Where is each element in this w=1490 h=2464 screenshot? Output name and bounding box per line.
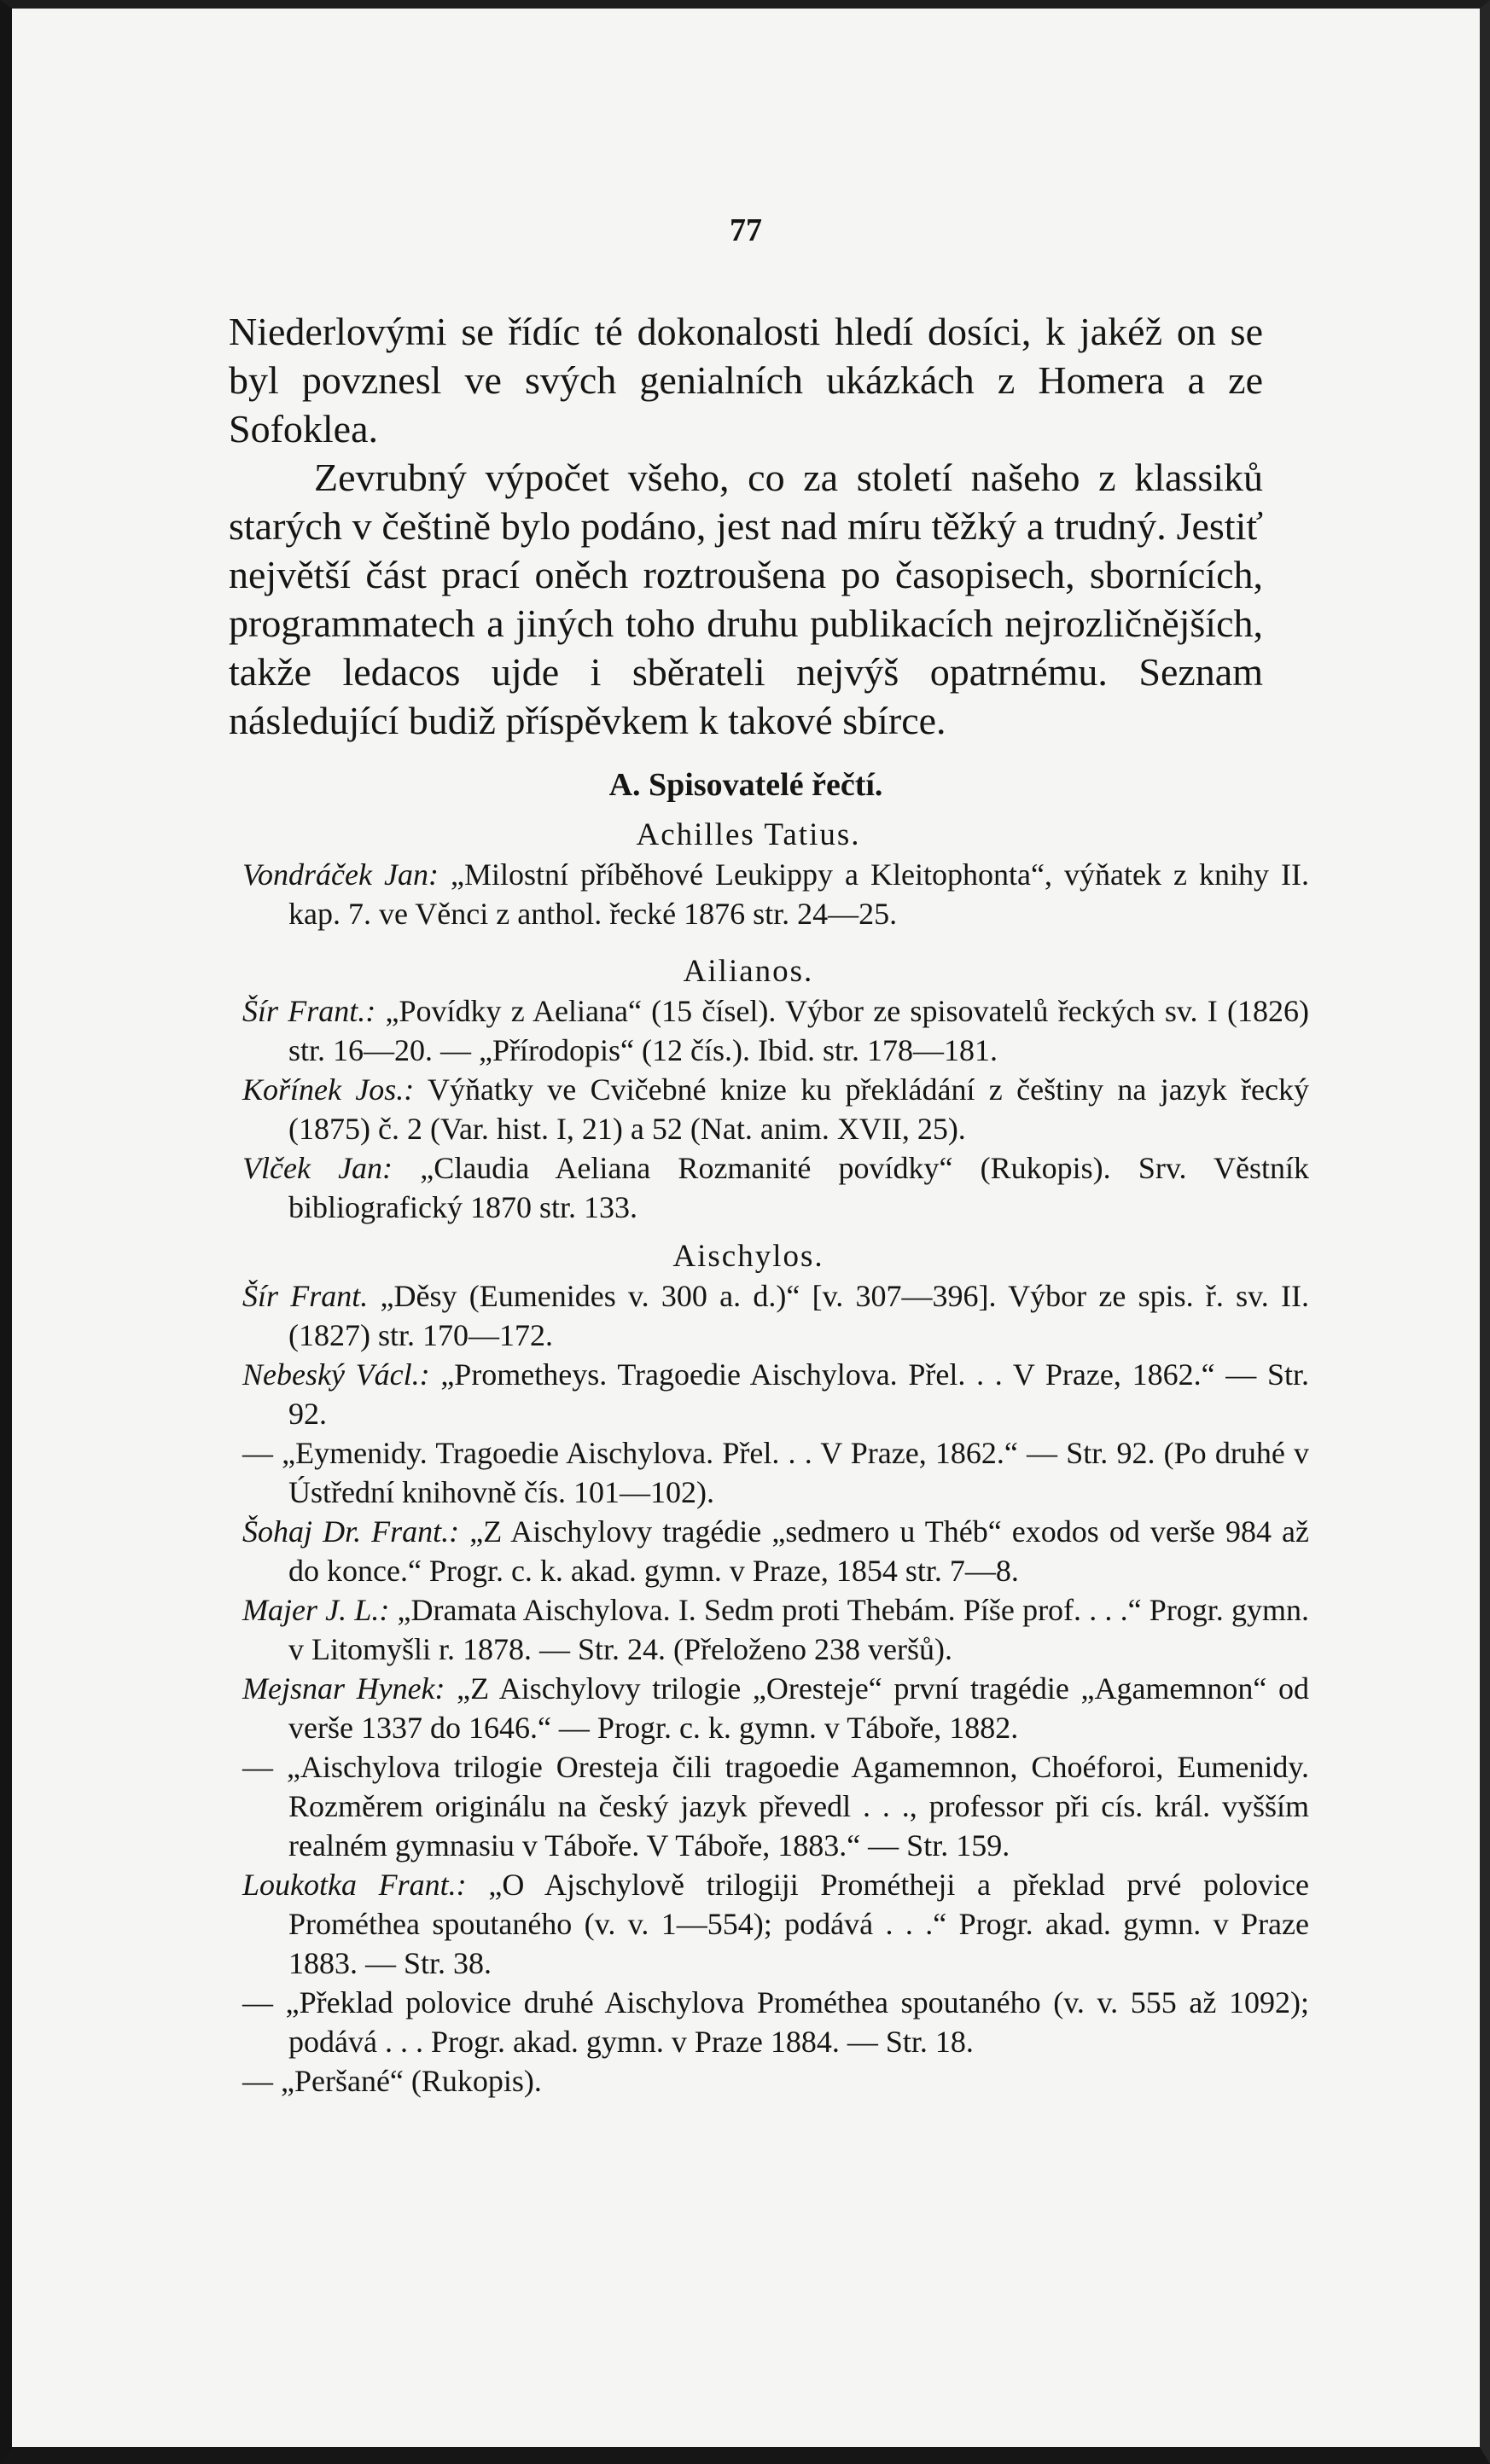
section-title: Spisovatelé řečtí. bbox=[649, 767, 883, 803]
entry-text: „Z Aischylovy trilogie „Oresteje“ první tragédie „Agamemnon“ od verše 1337 do 1646.“ — Progr. c. k. gymn. v Táboře, 1882. bbox=[288, 1671, 1309, 1745]
translator: Šír Frant. bbox=[242, 1279, 369, 1313]
section-letter: A. bbox=[608, 767, 641, 803]
bibliography-entry bbox=[242, 1148, 1309, 1227]
intro-paragraph: Zevrubný výpočet všeho, co za století našeho z klassiků starých v češtině bylo podáno, jest nad míru těžký a trudný. Jestiť největší část prací oněch roztroušena po časopisech, sbornících, programmatech a jiných toho druhu publikacích nejrozličnějších, takže ledacos ujde i sběrateli nejvýš opatrnému. Seznam následující budiž příspěvkem k takové sbírce. bbox=[229, 456, 1263, 742]
translator: Mejsnar Hynek: bbox=[242, 1671, 445, 1706]
entry-text: „Prometheys. Tragoedie Aischylova. Přel. . . V Praze, 1862.“ — Str. 92. bbox=[288, 1357, 1309, 1431]
author-name: Ailianos. bbox=[683, 954, 814, 989]
bibliography-entry bbox=[242, 1433, 1309, 1512]
author-block-achilles bbox=[12, 816, 1490, 933]
bibliography-entry bbox=[242, 1070, 1309, 1148]
bibliography-entry bbox=[242, 2061, 1309, 2101]
translator: Šír Frant.: bbox=[242, 994, 376, 1028]
entry-text: „Claudia Aeliana Rozmanité povídky“ (Rukopis). Srv. Věstník bibliografický 1870 str. 133. bbox=[288, 1151, 1309, 1224]
entry-text: „Povídky z Aeliana“ (15 čísel). Výbor ze spisovatelů řeckých sv. I (1826) str. 16—20. — „Přírodopis“ (12 čís.). Ibid. str. 178—181. bbox=[288, 994, 1309, 1067]
translator: Vlček Jan: bbox=[242, 1151, 393, 1185]
bibliography-entry bbox=[242, 1669, 1309, 1747]
translator: Nebeský Václ.: bbox=[242, 1357, 430, 1392]
entry-text: — „Překlad polovice druhé Aischylova Prométhea spoutaného (v. v. 555 až 1092); podává . . . Progr. akad. gymn. v Praze 1884. — Str. 18. bbox=[242, 1985, 1309, 2059]
translator: Kořínek Jos.: bbox=[242, 1072, 415, 1107]
author-block-aischylos bbox=[12, 1237, 1490, 2101]
entry-text: Výňatky ve Cvičebné knize ku překládání z češtiny na jazyk řecký (1875) č. 2 (Var. hist. I, 21) a 52 (Nat. anim. XVII, 25). bbox=[288, 1072, 1309, 1146]
bibliography-entry bbox=[242, 1865, 1309, 1983]
author-block-ailianos bbox=[12, 952, 1490, 1227]
intro-paragraph: Niederlovými se řídíc té dokonalosti hledí dosíci, k jakéž on se byl povznesl ve svých genialních ukázkách z Homera a ze Sofoklea. bbox=[229, 310, 1263, 450]
entry-text: „Dramata Aischylova. I. Sedm proti Thebám. Píše prof. . . .“ Progr. gymn. v Litomyšli r. 1878. — Str. 24. (Přeloženo 238 veršů). bbox=[288, 1593, 1309, 1666]
bibliography-entry bbox=[242, 1983, 1309, 2061]
entry-text: — „Aischylova trilogie Oresteja čili tragoedie Agamemnon, Choéforoi, Eumenidy. Rozměrem originálu na český jazyk převedl . . ., professor při cís. král. vyšším realném gymnasiu v Táboře. V Táboře, 1883.“ — Str. 159. bbox=[242, 1750, 1309, 1863]
author-name: Aischylos. bbox=[672, 1239, 824, 1274]
bibliography-entry bbox=[242, 1747, 1309, 1865]
bibliography-entry bbox=[242, 1512, 1309, 1590]
bibliography-entry bbox=[242, 991, 1309, 1070]
translator: Loukotka Frant.: bbox=[242, 1868, 467, 1902]
translator: Majer J. L.: bbox=[242, 1593, 390, 1627]
translator: Šohaj Dr. Frant.: bbox=[242, 1514, 460, 1549]
entry-text: — „Eymenidy. Tragoedie Aischylova. Přel. . . V Praze, 1862.“ — Str. 92. (Po druhé v Ústřední knihovně čís. 101—102). bbox=[242, 1436, 1309, 1509]
entry-text: „Z Aischylovy tragédie „sedmero u Théb“ exodos od verše 984 až do konce.“ Progr. c. k. akad. gymn. v Praze, 1854 str. 7—8. bbox=[288, 1514, 1309, 1588]
bibliography-entry bbox=[242, 1276, 1309, 1355]
intro-text bbox=[229, 307, 1263, 745]
entry-text: — „Peršané“ (Rukopis). bbox=[242, 2064, 542, 2098]
bibliography-entry bbox=[242, 855, 1309, 933]
bibliography-entry bbox=[242, 1590, 1309, 1669]
bibliography-entry bbox=[242, 1355, 1309, 1433]
entry-text: „Děsy (Eumenides v. 300 a. d.)“ [v. 307—396]. Výbor ze spis. ř. sv. II. (1827) str. 170—172. bbox=[288, 1279, 1309, 1352]
translator: Vondráček Jan: bbox=[242, 857, 439, 892]
entry-text: „Milostní příběhové Leukippy a Kleitophonta“, výňatek z knihy II. kap. 7. ve Věnci z anthol. řecké 1876 str. 24—25. bbox=[288, 857, 1309, 931]
entry-text: „O Ajschylově trilogiji Prométheji a překlad prvé polovice Prométhea spoutaného (v. v. 1—554); podává . . .“ Progr. akad. gymn. v Praze 1883. — Str. 38. bbox=[288, 1868, 1309, 1980]
page-number: 77 bbox=[730, 212, 762, 248]
author-name: Achilles Tatius. bbox=[636, 817, 861, 852]
section-heading bbox=[12, 766, 1480, 804]
